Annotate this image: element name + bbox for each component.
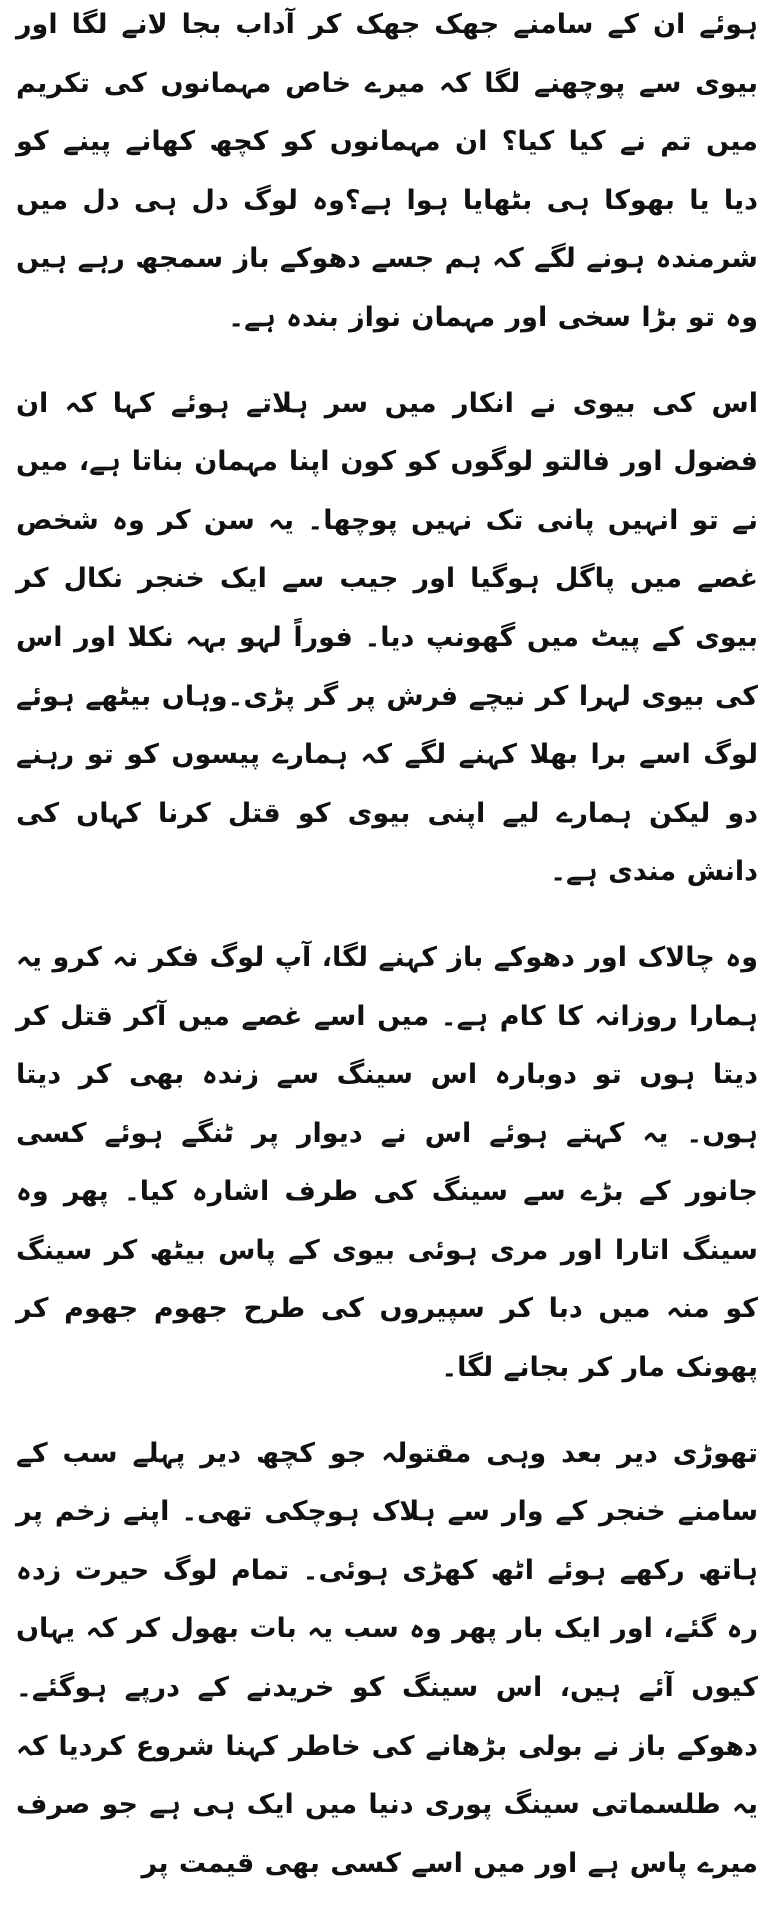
- paragraph-4: تھوڑی دیر بعد وہی مقتولہ جو کچھ دیر پہلے سب کے سامنے خنجر کے وار سے ہلاک ہوچکی تھی۔ اپنے زخم پر ہاتھ رکھے ہوئے اٹھ کھڑی ہوئی۔ تمام لوگ حیرت زدہ رہ گئے، اور ایک بار پھر وہ سب یہ بات بھول کر کہ یہاں کیوں آئے ہیں، اس سینگ کو خریدنے کے درپے ہوگئے۔ دھوکے باز نے بولی بڑھانے کی خاطر کہنا شروع کردیا کہ یہ طلسماتی سینگ پوری دنیا میں ایک ہی ہے جو صرف میرے پاس ہے اور میں اسے کسی بھی قیمت پر: [16, 1437, 758, 1879]
- article-page: [16, 0, 758, 1920]
- paragraph-1: ہوئے ان کے سامنے جھک جھک کر آداب بجا لانے لگا اور بیوی سے پوچھنے لگا کہ میرے خاص مہمانوں کی تکریم میں تم نے کیا کیا؟ ان مہمانوں کو کچھ کھانے پینے کو دیا یا بھوکا ہی بٹھایا ہوا ہے؟وہ لوگ دل ہی دل میں شرمندہ ہونے لگے کہ ہم جسے دھوکے باز سمجھ رہے ہیں وہ تو بڑا سخی اور مہمان نواز بندہ ہے۔: [16, 9, 758, 333]
- paragraph-3: وہ چالاک اور دھوکے باز کہنے لگا، آپ لوگ فکر نہ کرو یہ ہمارا روزانہ کا کام ہے۔ میں اسے غصے میں آکر قتل کر دیتا ہوں تو دوبارہ اس سینگ سے زندہ بھی کر دیتا ہوں۔ یہ کہتے ہوئے اس نے دیوار پر ٹنگے ہوئے کسی جانور کے بڑے سے سینگ کی طرف اشارہ کیا۔ پھر وہ سینگ اتارا اور مری ہوئی بیوی کے پاس بیٹھ کر سینگ کو منہ میں دبا کر سپیروں کی طرح جھوم جھوم کر پھونک مار کر بجانے لگا۔: [16, 941, 758, 1384]
- paragraph-2: اس کی بیوی نے انکار میں سر ہلاتے ہوئے کہا کہ ان فضول اور فالتو لوگوں کو کون اپنا مہمان بناتا ہے، میں نے تو انہیں پانی تک نہیں پوچھا۔ یہ سن کر وہ شخص غصے میں پاگل ہوگیا اور جیب سے ایک خنجر نکال کر بیوی کے پیٹ میں گھونپ دیا۔ فوراً لہو بہہ نکلا اور اس کی بیوی لہرا کر نیچے فرش پر گر پڑی۔وہاں بیٹھے ہوئے لوگ اسے برا بھلا کہنے لگے کہ ہمارے پیسوں کو تو رہنے دو لیکن ہمارے لیے اپنی بیوی کو قتل کرنا کہاں کی دانش مندی ہے۔: [16, 387, 758, 888]
